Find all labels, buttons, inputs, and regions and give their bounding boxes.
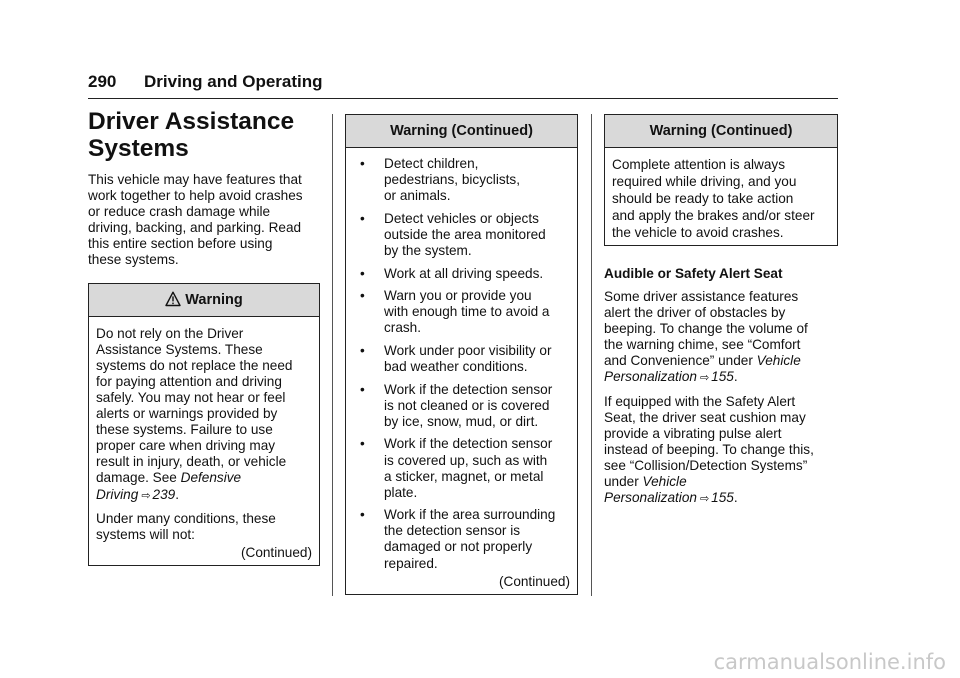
alert-seat-paragraph-1: Some driver assistance features alert the driver of obstacles by beeping. To change the volume of the warning chime, see “Comfort and Convenience” under Vehicle Personalization ⇨ 155. bbox=[604, 289, 808, 385]
page-reference-number[interactable]: 155 bbox=[711, 490, 734, 506]
intro-paragraph bbox=[88, 172, 320, 269]
page-reference-icon: ⇨ bbox=[699, 372, 710, 385]
warning-title: Warning bbox=[185, 291, 243, 308]
paragraph-line: Seat, the driver seat cushion may bbox=[604, 409, 806, 425]
vehicle-personalization-link[interactable]: Vehicle bbox=[756, 353, 801, 369]
paragraph-line: the warning chime, see “Comfort bbox=[604, 337, 801, 353]
list-item-line: or animals. bbox=[384, 188, 451, 204]
page-reference-number[interactable]: 239 bbox=[152, 486, 176, 502]
page-title bbox=[88, 108, 320, 162]
warning-line: these systems. Failure to use bbox=[96, 422, 273, 438]
column-divider-right bbox=[591, 114, 592, 596]
paragraph-line: Some driver assistance features bbox=[604, 289, 799, 304]
header-rule bbox=[88, 98, 838, 99]
list-item-line: Warn you or provide you bbox=[384, 288, 532, 304]
warning-line: safely. You may not hear or feel bbox=[96, 389, 286, 405]
column-2 bbox=[345, 114, 578, 595]
bullet-icon: • bbox=[360, 342, 365, 358]
list-item-line: outside the area monitored bbox=[384, 226, 546, 242]
warning-paragraph bbox=[96, 511, 312, 543]
list-item bbox=[353, 507, 570, 571]
list-item-line: bad weather conditions. bbox=[384, 359, 528, 375]
alert-seat-paragraph-2: If equipped with the Safety Alert Seat, the driver seat cushion may provide a vibrating pulse alert instead of beeping. To change this, see “Collision/Detection Systems” under Vehicle Personalization ⇨ 155. bbox=[604, 393, 814, 506]
title-line-2: Systems bbox=[88, 135, 189, 162]
continued-label: (Continued) bbox=[498, 573, 570, 589]
list-item bbox=[353, 211, 570, 259]
list-item-line: is not cleaned or is covered bbox=[384, 397, 550, 413]
paragraph-line: provide a vibrating pulse alert bbox=[604, 425, 782, 441]
bullet-icon: • bbox=[360, 288, 365, 304]
warning-box-continued bbox=[604, 114, 838, 246]
paragraph-line: If equipped with the Safety Alert bbox=[604, 393, 796, 409]
warning-bullet-list bbox=[353, 156, 570, 572]
defensive-driving-link[interactable]: Defensive bbox=[180, 470, 242, 486]
list-item-line: by the system. bbox=[384, 242, 472, 258]
subheading-alert-seat: Audible or Safety Alert Seat bbox=[604, 266, 783, 281]
intro-line: This vehicle may have features that bbox=[88, 172, 302, 187]
warning-paragraph bbox=[612, 156, 830, 241]
warning-line: systems will not: bbox=[96, 526, 195, 542]
paragraph-line: beeping. To change the volume of bbox=[604, 321, 808, 337]
paragraph-line: and Convenience” under bbox=[604, 353, 757, 369]
bullet-icon: • bbox=[360, 210, 365, 226]
warning-line: alerts or warnings provided by bbox=[96, 406, 278, 422]
list-item bbox=[353, 343, 570, 375]
warning-line: result in injury, death, or vehicle bbox=[96, 454, 287, 470]
warning-paragraph: Do not rely on the Driver Assistance Systems. These systems do not replace the need for paying attention and driving safely. You may not hear or feel alerts or warnings provided by these systems. Failure to use proper care when driving may result in injury, death, or vehicle damage. See Defensive Driving ⇨ 239. bbox=[96, 325, 293, 502]
warning-line: Under many conditions, these bbox=[96, 510, 276, 526]
intro-line: driving, backing, and parking. Read bbox=[88, 220, 302, 236]
warning-line: and apply the brakes and/or steer bbox=[612, 208, 815, 223]
bullet-icon: • bbox=[360, 156, 365, 171]
warning-line: proper care when driving may bbox=[96, 438, 276, 454]
list-item bbox=[353, 266, 570, 282]
list-item-line: plate. bbox=[384, 484, 418, 500]
warning-line: should be ready to take action bbox=[612, 191, 794, 206]
warning-line: Assistance Systems. These bbox=[96, 341, 263, 357]
column-divider-left bbox=[332, 114, 333, 596]
continued-label: (Continued) bbox=[240, 544, 312, 560]
paragraph-line: see “Collision/Detection Systems” bbox=[604, 457, 808, 473]
warning-line: Complete attention is always bbox=[612, 157, 786, 172]
list-item-line: by ice, snow, mud, or dirt. bbox=[384, 413, 539, 429]
warning-line: systems do not replace the need bbox=[96, 357, 293, 373]
list-item-line: the detection sensor is bbox=[384, 523, 521, 539]
bullet-icon: • bbox=[360, 436, 365, 452]
bullet-icon: • bbox=[360, 507, 365, 523]
warning-body bbox=[89, 317, 319, 565]
title-line-1: Driver Assistance bbox=[88, 108, 295, 135]
vehicle-personalization-link[interactable]: Personalization bbox=[604, 369, 697, 385]
warning-box-continued bbox=[345, 114, 578, 595]
list-item-line: pedestrians, bicyclists, bbox=[384, 172, 520, 188]
list-item-line: Work if the area surrounding bbox=[384, 507, 556, 523]
page-reference-number[interactable]: 155 bbox=[711, 369, 734, 385]
bullet-icon: • bbox=[360, 381, 365, 397]
list-item-line: repaired. bbox=[384, 555, 438, 571]
column-3 bbox=[604, 114, 838, 514]
page-reference-icon: ⇨ bbox=[699, 493, 710, 506]
intro-line: or reduce crash damage while bbox=[88, 204, 271, 220]
paragraph-line: under bbox=[604, 474, 643, 490]
list-item-line: Work if the detection sensor bbox=[384, 436, 553, 452]
intro-line: work together to help avoid crashes bbox=[88, 188, 303, 204]
list-item-line: Work under poor visibility or bbox=[384, 342, 552, 358]
warning-header bbox=[89, 284, 319, 317]
list-item-line: damaged or not properly bbox=[384, 539, 533, 555]
warning-line: required while driving, and you bbox=[612, 174, 797, 189]
list-item-line: Work if the detection sensor bbox=[384, 381, 553, 397]
list-item-line: with enough time to avoid a bbox=[384, 304, 550, 320]
vehicle-personalization-link[interactable]: Vehicle bbox=[642, 474, 687, 490]
paragraph-line: instead of beeping. To change this, bbox=[604, 441, 814, 457]
page-number: 290 bbox=[88, 72, 117, 91]
list-item-line: Detect children, bbox=[384, 156, 479, 171]
paragraph-line: alert the driver of obstacles by bbox=[604, 305, 786, 321]
defensive-driving-link[interactable]: Driving bbox=[96, 486, 139, 502]
list-item bbox=[353, 156, 570, 204]
warning-line: for paying attention and driving bbox=[96, 373, 282, 389]
list-item bbox=[353, 436, 570, 500]
list-item-line: Work at all driving speeds. bbox=[384, 265, 544, 281]
warning-line: the vehicle to avoid crashes. bbox=[612, 225, 784, 240]
warning-line: Do not rely on the Driver bbox=[96, 325, 244, 341]
list-item-line: is covered up, such as with bbox=[384, 452, 548, 468]
warning-body bbox=[346, 148, 577, 594]
warning-triangle-icon bbox=[165, 287, 181, 319]
warning-box bbox=[88, 283, 320, 566]
intro-line: these systems. bbox=[88, 252, 179, 268]
warning-header: Warning (Continued) bbox=[605, 115, 837, 148]
warning-line: damage. See bbox=[96, 470, 181, 486]
warning-header: Warning (Continued) bbox=[346, 115, 577, 148]
section-title: Driving and Operating bbox=[144, 72, 323, 91]
list-item-line: Detect vehicles or objects bbox=[384, 210, 539, 226]
watermark: carmanualsonline.info bbox=[713, 650, 946, 674]
list-item bbox=[353, 288, 570, 336]
intro-line: this entire section before using bbox=[88, 236, 273, 252]
warning-body bbox=[605, 148, 837, 245]
list-item bbox=[353, 382, 570, 430]
page-header bbox=[88, 70, 838, 96]
list-item-line: a sticker, magnet, or metal bbox=[384, 468, 544, 484]
page-reference-icon: ⇨ bbox=[141, 489, 151, 502]
vehicle-personalization-link[interactable]: Personalization bbox=[604, 490, 697, 506]
column-1 bbox=[88, 108, 320, 566]
list-item-line: crash. bbox=[384, 320, 422, 336]
bullet-icon: • bbox=[360, 265, 365, 281]
